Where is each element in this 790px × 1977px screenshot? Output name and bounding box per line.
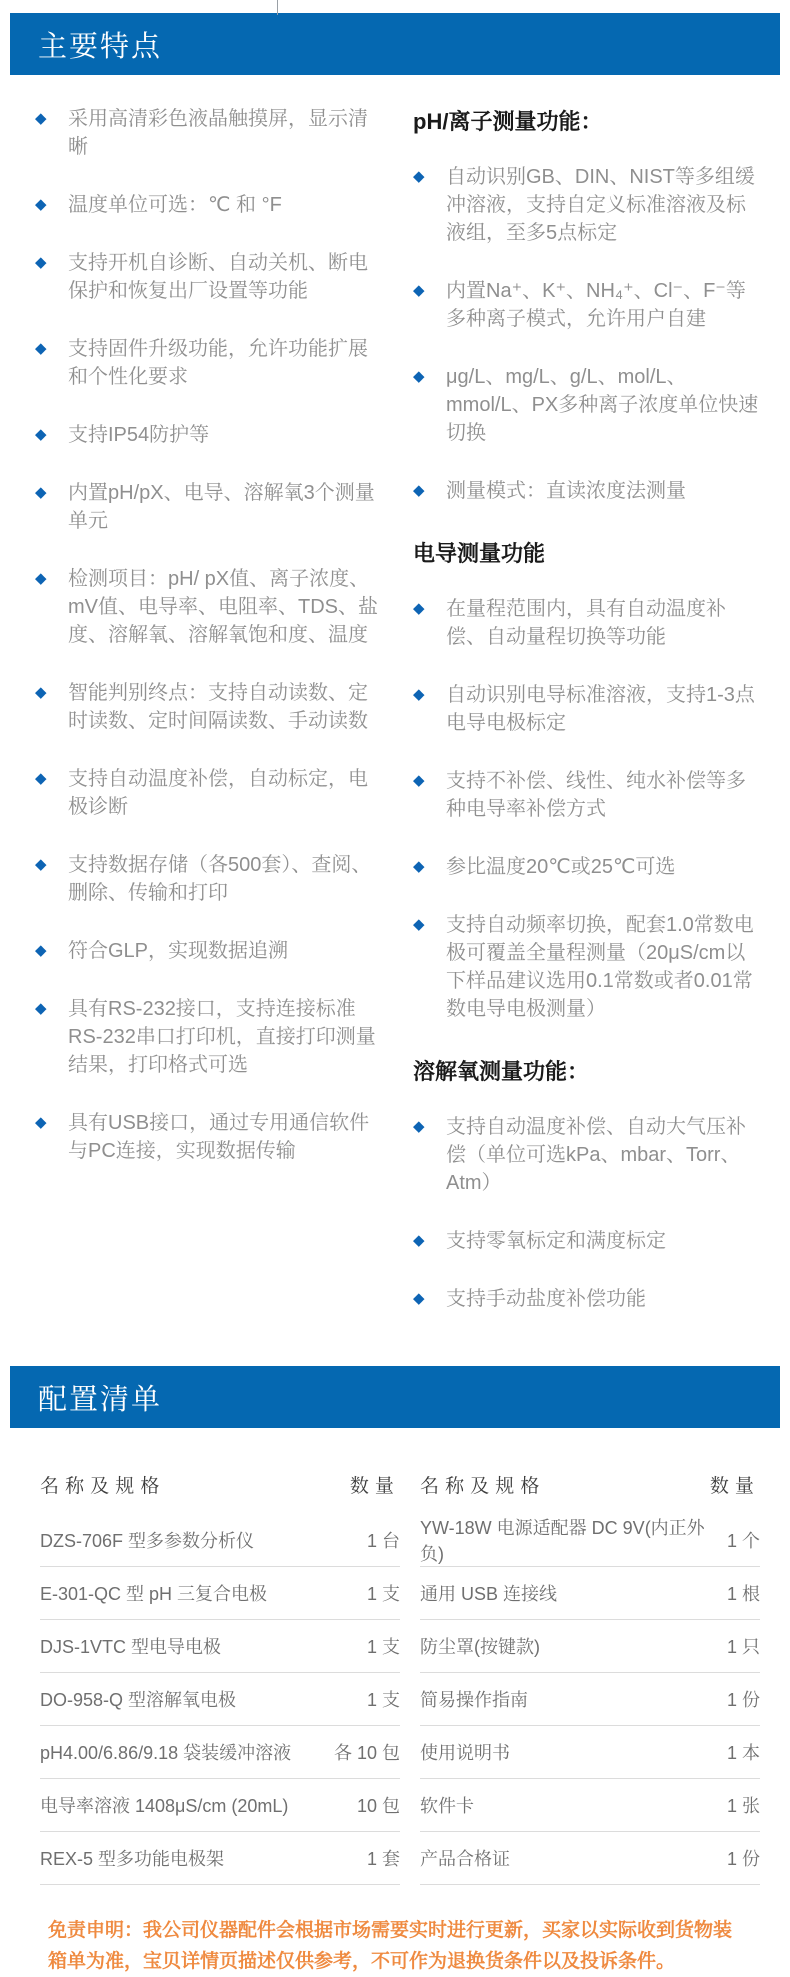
diamond-bullet-icon: ◆ <box>35 1000 47 1017</box>
table-row <box>40 1779 400 1832</box>
diamond-bullet-icon: ◆ <box>35 254 47 271</box>
table-row <box>40 1620 400 1673</box>
table-row <box>420 1514 760 1567</box>
features-body <box>0 75 790 1353</box>
table-row <box>40 1673 400 1726</box>
table-row <box>420 1620 760 1673</box>
diamond-bullet-icon: ◆ <box>413 368 425 385</box>
header-qty: 数量 <box>709 1475 760 1497</box>
feature-text: 自动识别电导标准溶液，支持1-3点电导电极标定 <box>446 684 755 734</box>
feature-text: 检测项目：pH/ pX值、离子浓度、mV值、电导率、电阻率、TDS、盐度、溶解氧、溶解氧饱和度、温度 <box>68 568 378 646</box>
diamond-bullet-icon: ◆ <box>413 1290 425 1307</box>
feature-item <box>413 853 761 881</box>
disclaimer-text: 免责申明：我公司仪器配件会根据市场需要实时进行更新，买家以实际收到货物装箱单为准，宝贝详情页描述仅供参考，不可作为退换货条件以及投诉条件。 <box>48 1920 733 1972</box>
diamond-bullet-icon: ◆ <box>35 196 47 213</box>
feature-text: 支持数据存储（各500套）、查阅、删除、传输和打印 <box>68 854 372 904</box>
feature-item <box>35 995 387 1079</box>
feature-item <box>35 765 387 821</box>
features-section-title: 主要特点 <box>38 30 163 63</box>
diamond-bullet-icon: ◆ <box>35 570 47 587</box>
diamond-bullet-icon: ◆ <box>413 1232 425 1249</box>
feature-text: 支持自动温度补偿、自动大气压补偿（单位可选kPa、mbar、Torr、Atm） <box>446 1116 746 1194</box>
diamond-bullet-icon: ◆ <box>35 770 47 787</box>
item-name-cell: DO-958-Q 型溶解氧电极 <box>40 1690 237 1710</box>
diamond-bullet-icon: ◆ <box>413 916 425 933</box>
feature-item <box>413 1285 761 1313</box>
feature-item <box>413 277 761 333</box>
group-heading-ph-ion: pH/离子测量功能： <box>413 109 603 134</box>
feature-text: 内置pH/pX、电导、溶解氧3个测量单元 <box>68 482 375 532</box>
feature-text: 在量程范围内，具有自动温度补偿、自动量程切换等功能 <box>446 598 726 648</box>
feature-item <box>35 335 387 391</box>
diamond-bullet-icon: ◆ <box>413 482 425 499</box>
feature-item <box>35 249 387 305</box>
table-row <box>420 1832 760 1885</box>
item-qty-cell: 1 支 <box>366 1637 400 1657</box>
item-name-cell: 使用说明书 <box>420 1743 510 1763</box>
feature-text: 具有RS-232接口，支持连接标准RS-232串口打印机，直接打印测量结果，打印格式可选 <box>68 998 376 1076</box>
feature-text: 自动识别GB、DIN、NIST等多组缓冲溶液，支持自定义标准溶液及标液组，至多5点标定 <box>446 166 755 244</box>
packing-header-bar <box>10 1366 780 1428</box>
feature-text: 支持不补偿、线性、纯水补偿等多种电导率补偿方式 <box>446 770 746 820</box>
item-name-cell: 简易操作指南 <box>420 1690 528 1710</box>
header-name: 名称及规格 <box>40 1475 166 1497</box>
feature-item <box>35 191 387 219</box>
feature-text: 支持固件升级功能，允许功能扩展和个性化要求 <box>68 338 368 388</box>
feature-item <box>413 477 761 505</box>
feature-item <box>413 1227 761 1255</box>
diamond-bullet-icon: ◆ <box>413 686 425 703</box>
item-name-cell: DJS-1VTC 型电导电极 <box>40 1637 222 1657</box>
feature-text: 内置Na⁺、K⁺、NH₄⁺、Cl⁻、F⁻等多种离子模式，允许用户自建 <box>446 280 746 330</box>
packing-list-section <box>0 1366 790 1977</box>
feature-item <box>35 937 387 965</box>
diamond-bullet-icon: ◆ <box>413 858 425 875</box>
item-qty-cell: 1 本 <box>726 1743 760 1763</box>
features-left-column <box>35 105 387 1165</box>
feature-item <box>413 681 761 737</box>
feature-text: 支持手动盐度补偿功能 <box>446 1288 646 1310</box>
packing-table-left <box>40 1454 400 1885</box>
diamond-bullet-icon: ◆ <box>35 340 47 357</box>
diamond-bullet-icon: ◆ <box>413 600 425 617</box>
table-row <box>40 1567 400 1620</box>
packing-body <box>0 1428 790 1885</box>
item-qty-cell: 1 台 <box>366 1531 400 1551</box>
feature-text: 具有USB接口，通过专用通信软件与PC连接，实现数据传输 <box>68 1112 370 1162</box>
feature-item <box>35 851 387 907</box>
item-name-cell: 防尘罩(按键款) <box>420 1637 540 1657</box>
item-qty-cell: 1 套 <box>366 1849 400 1869</box>
feature-item <box>413 363 761 447</box>
feature-text: 支持IP54防护等 <box>68 424 210 446</box>
feature-text: 智能判别终点：支持自动读数、定时读数、定时间隔读数、手动读数 <box>68 682 368 732</box>
item-qty-cell: 1 支 <box>366 1584 400 1604</box>
features-right-column <box>413 105 761 1313</box>
item-qty-cell: 1 份 <box>726 1849 760 1869</box>
table-row <box>40 1514 400 1567</box>
item-qty-cell: 10 包 <box>356 1796 400 1816</box>
feature-text: 支持自动温度补偿，自动标定，电极诊断 <box>68 768 368 818</box>
diamond-bullet-icon: ◆ <box>413 1118 425 1135</box>
feature-text: 测量模式：直读浓度法测量 <box>446 480 686 502</box>
page-divider-line <box>277 0 278 15</box>
table-row <box>420 1567 760 1620</box>
feature-item <box>35 421 387 449</box>
item-qty-cell: 各 10 包 <box>333 1743 400 1763</box>
item-name-cell: 通用 USB 连接线 <box>420 1584 558 1604</box>
item-name-cell: 软件卡 <box>420 1796 474 1816</box>
packing-table-right <box>420 1454 760 1885</box>
feature-item <box>413 163 761 247</box>
item-qty-cell: 1 只 <box>726 1637 760 1657</box>
table-row <box>40 1726 400 1779</box>
feature-text: 支持开机自诊断、自动关机、断电保护和恢复出厂设置等功能 <box>68 252 368 302</box>
feature-item <box>413 595 761 651</box>
feature-item <box>413 911 761 1023</box>
item-name-cell: REX-5 型多功能电极架 <box>40 1849 225 1869</box>
diamond-bullet-icon: ◆ <box>35 942 47 959</box>
item-name-cell: YW-18W 电源适配器 DC 9V(内正外负) <box>420 1518 705 1564</box>
group-heading-dissolved-oxygen: 溶解氧测量功能： <box>413 1059 590 1084</box>
feature-item <box>35 565 387 649</box>
group-heading-conductivity: 电导测量功能 <box>413 541 546 566</box>
diamond-bullet-icon: ◆ <box>35 110 47 127</box>
feature-text: 参比温度20℃或25℃可选 <box>446 856 676 878</box>
table-header-row <box>40 1454 400 1514</box>
item-qty-cell: 1 张 <box>726 1796 760 1816</box>
feature-item <box>35 105 387 161</box>
item-qty-cell: 1 根 <box>726 1584 760 1604</box>
diamond-bullet-icon: ◆ <box>35 1114 47 1131</box>
diamond-bullet-icon: ◆ <box>413 282 425 299</box>
feature-item <box>413 767 761 823</box>
feature-item <box>413 1113 761 1197</box>
item-qty-cell: 1 个 <box>726 1531 760 1551</box>
features-header-bar <box>10 13 780 75</box>
diamond-bullet-icon: ◆ <box>413 772 425 789</box>
header-qty: 数量 <box>349 1475 400 1497</box>
table-row <box>420 1779 760 1832</box>
feature-text: 温度单位可选：℃ 和 °F <box>68 194 282 216</box>
diamond-bullet-icon: ◆ <box>35 484 47 501</box>
packing-section-title: 配置清单 <box>38 1383 163 1416</box>
item-name-cell: pH4.00/6.86/9.18 袋装缓冲溶液 <box>40 1743 292 1763</box>
table-row <box>420 1673 760 1726</box>
diamond-bullet-icon: ◆ <box>413 168 425 185</box>
header-name: 名称及规格 <box>420 1475 546 1497</box>
feature-item <box>35 479 387 535</box>
item-qty-cell: 1 份 <box>726 1690 760 1710</box>
features-section <box>0 13 790 1353</box>
feature-item <box>35 679 387 735</box>
diamond-bullet-icon: ◆ <box>35 684 47 701</box>
item-name-cell: 产品合格证 <box>420 1849 510 1869</box>
feature-text: μg/L、mg/L、g/L、mol/L、mmol/L、PX多种离子浓度单位快速切换 <box>446 366 759 444</box>
item-name-cell: E-301-QC 型 pH 三复合电极 <box>40 1584 268 1604</box>
table-row <box>40 1832 400 1885</box>
diamond-bullet-icon: ◆ <box>35 426 47 443</box>
table-row <box>420 1726 760 1779</box>
feature-text: 符合GLP，实现数据追溯 <box>68 940 289 962</box>
table-header-row <box>420 1454 760 1514</box>
item-qty-cell: 1 支 <box>366 1690 400 1710</box>
feature-item <box>35 1109 387 1165</box>
feature-text: 支持零氧标定和满度标定 <box>446 1230 666 1252</box>
diamond-bullet-icon: ◆ <box>35 856 47 873</box>
item-name-cell: DZS-706F 型多参数分析仪 <box>40 1531 255 1551</box>
feature-text: 采用高清彩色液晶触摸屏，显示清晰 <box>68 108 368 158</box>
feature-text: 支持自动频率切换，配套1.0常数电极可覆盖全量程测量（20μS/cm以下样品建议选用0.1常数或者0.01常数电导电极测量） <box>446 914 754 1020</box>
item-name-cell: 电导率溶液 1408μS/cm (20mL) <box>40 1796 289 1816</box>
